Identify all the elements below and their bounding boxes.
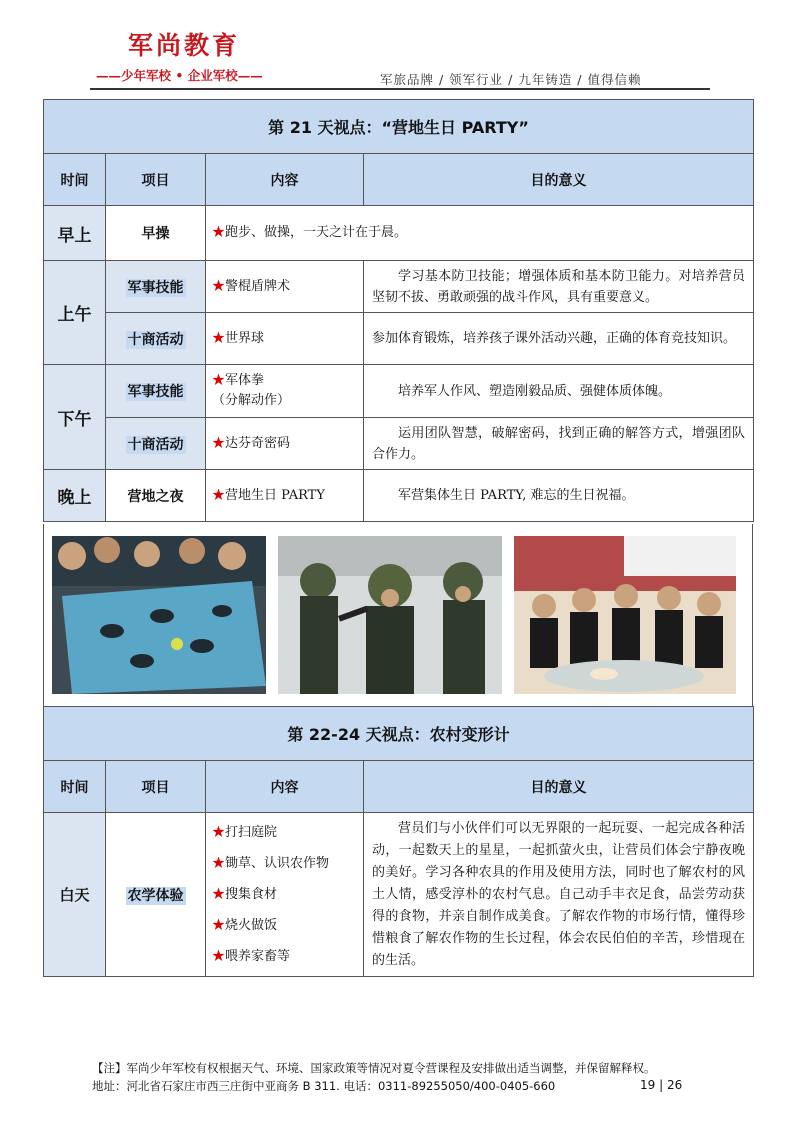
red-star-icon: ★ xyxy=(212,856,226,871)
list-item xyxy=(212,910,357,941)
red-star-icon: ★ xyxy=(212,225,226,240)
photo-strip xyxy=(43,524,753,706)
purpose-cell xyxy=(364,813,754,977)
project-cell xyxy=(106,261,206,313)
photo-team-game xyxy=(52,536,266,694)
red-star-icon: ★ xyxy=(212,825,226,840)
schedule-table-day21 xyxy=(43,99,754,522)
content-cell xyxy=(206,261,364,313)
time-afternoon: 下午 xyxy=(44,365,106,470)
header-purpose: 目的意义 xyxy=(364,761,754,813)
header-time: 时间 xyxy=(44,154,106,206)
content-text: 搜集食材 xyxy=(225,887,278,902)
red-star-icon: ★ xyxy=(212,330,226,346)
purpose-cell xyxy=(364,418,754,470)
content-text: 军体拳 xyxy=(225,373,265,388)
table-header-row xyxy=(44,761,754,813)
content-cell xyxy=(206,418,364,470)
red-star-icon: ★ xyxy=(212,887,226,902)
purpose-text: 军营集体生日 PARTY, 难忘的生日祝福。 xyxy=(398,488,635,503)
content-subtext: （分解动作） xyxy=(212,393,291,408)
header-time: 时间 xyxy=(44,761,106,813)
project-label: 军事技能 xyxy=(127,384,184,400)
purpose-text: 运用团队智慧，破解密码，找到正确的解答方式，增强团队合作力。 xyxy=(372,425,746,462)
table-row xyxy=(44,261,754,313)
table-row xyxy=(44,365,754,418)
project-label: 军事技能 xyxy=(127,279,184,296)
list-item xyxy=(212,817,357,848)
table-row xyxy=(44,470,754,522)
table-row xyxy=(44,418,754,470)
content-text: 喂养家畜等 xyxy=(225,949,291,964)
schedule-table-day22-24 xyxy=(43,706,754,977)
purpose-text: 学习基本防卫技能；增强体质和基本防卫能力。对培养营员坚韧不拔、勇敢顽强的战斗作风，具有重要意义。 xyxy=(372,268,746,305)
project-cell xyxy=(106,418,206,470)
table-row xyxy=(44,813,754,977)
red-star-icon: ★ xyxy=(212,373,226,388)
page-header xyxy=(0,0,800,95)
purpose-text: 参加体育锻炼，培养孩子课外活动兴趣，正确的体育竞技知识。 xyxy=(372,331,737,346)
content-cell xyxy=(206,813,364,977)
header-content: 内容 xyxy=(206,761,364,813)
project-label: 十商活动 xyxy=(127,436,184,453)
photo-birthday-party xyxy=(514,536,736,694)
header-project: 项目 xyxy=(106,761,206,813)
red-star-icon: ★ xyxy=(212,487,226,503)
footer-address: 地址：河北省石家庄市西三庄街中亚商务 B 311. 电话：0311-89255050/400-0405-660 xyxy=(92,1079,556,1093)
header-project: 项目 xyxy=(106,154,206,206)
time-daytime: 白天 xyxy=(44,813,106,977)
time-morning: 早上 xyxy=(44,206,106,261)
time-forenoon: 上午 xyxy=(44,261,106,365)
purpose-cell xyxy=(364,470,754,522)
purpose-text: 培养军人作风、塑造刚毅品质、强健体质体魄。 xyxy=(398,383,672,399)
time-evening: 晚上 xyxy=(44,470,106,522)
section-title-day21: 第 21 天视点：“营地生日 PARTY” xyxy=(44,100,754,154)
purpose-text: 营员们与小伙伴们可以无界限的一起玩耍、一起完成各种活动，一起数天上的星星，一起抓萤火虫，让营员们体会宁静夜晚的美好。学习各种农具的作用及使用方法，同时也了解农村的风土人情，感受淳朴的农村气息。自己动手丰衣足食，品尝劳动获得的食物，并亲自制作成美食。了解农作物的市场行情，懂得珍惜粮食了解农作物的生长过程，体会农民伯伯的辛苦，珍惜现在的生活。 xyxy=(372,820,746,968)
project-label: 十商活动 xyxy=(127,331,184,348)
logo-title: 军尚教育 xyxy=(128,31,241,60)
content-text: 烧火做饭 xyxy=(225,918,278,933)
content-cell xyxy=(206,470,364,522)
content-text: 营地生日 PARTY xyxy=(225,487,325,503)
red-star-icon: ★ xyxy=(212,278,226,294)
purpose-cell xyxy=(364,365,754,418)
header-purpose: 目的意义 xyxy=(364,154,754,206)
purpose-cell xyxy=(364,261,754,313)
purpose-cell xyxy=(364,313,754,365)
content-cell xyxy=(206,365,364,418)
red-star-icon: ★ xyxy=(212,918,226,933)
content-text: 跑步、做操，一天之计在于晨。 xyxy=(225,225,408,240)
table-header-row xyxy=(44,154,754,206)
logo-subtitle: ——少年军校 • 企业军校—— xyxy=(96,68,263,83)
page-number: 19 | 26 xyxy=(640,1078,683,1092)
section-title-day22-24: 第 22-24 天视点：农村变形计 xyxy=(44,707,754,761)
project-cell xyxy=(106,313,206,365)
list-item xyxy=(212,848,357,879)
project-cell xyxy=(106,365,206,418)
content-text: 达芬奇密码 xyxy=(225,435,291,451)
project-evening: 营地之夜 xyxy=(106,470,206,522)
content-text: 打扫庭院 xyxy=(225,825,278,840)
content-text: 锄草、认识农作物 xyxy=(225,856,330,871)
content-cell xyxy=(206,313,364,365)
photo-baton-shield-drill xyxy=(278,536,502,694)
content-morning xyxy=(206,206,754,261)
project-label: 农学体验 xyxy=(127,887,184,904)
content-text: 警棍盾牌术 xyxy=(225,278,291,294)
list-item xyxy=(212,879,357,910)
list-item xyxy=(212,941,357,972)
header-content: 内容 xyxy=(206,154,364,206)
project-morning: 早操 xyxy=(106,206,206,261)
table-row xyxy=(44,206,754,261)
red-star-icon: ★ xyxy=(212,435,226,451)
table-row xyxy=(44,313,754,365)
header-divider xyxy=(90,88,710,90)
project-cell xyxy=(106,813,206,977)
red-star-icon: ★ xyxy=(212,949,226,964)
footer-note: 【注】军尚少年军校有权根据天气、环境、国家政策等情况对夏令营课程及安排做出适当调整，并保留解释权。 xyxy=(92,1061,656,1075)
header-tagline: 军旅品牌 / 领军行业 / 九年铸造 / 值得信赖 xyxy=(380,72,642,87)
content-text: 世界球 xyxy=(225,330,265,346)
